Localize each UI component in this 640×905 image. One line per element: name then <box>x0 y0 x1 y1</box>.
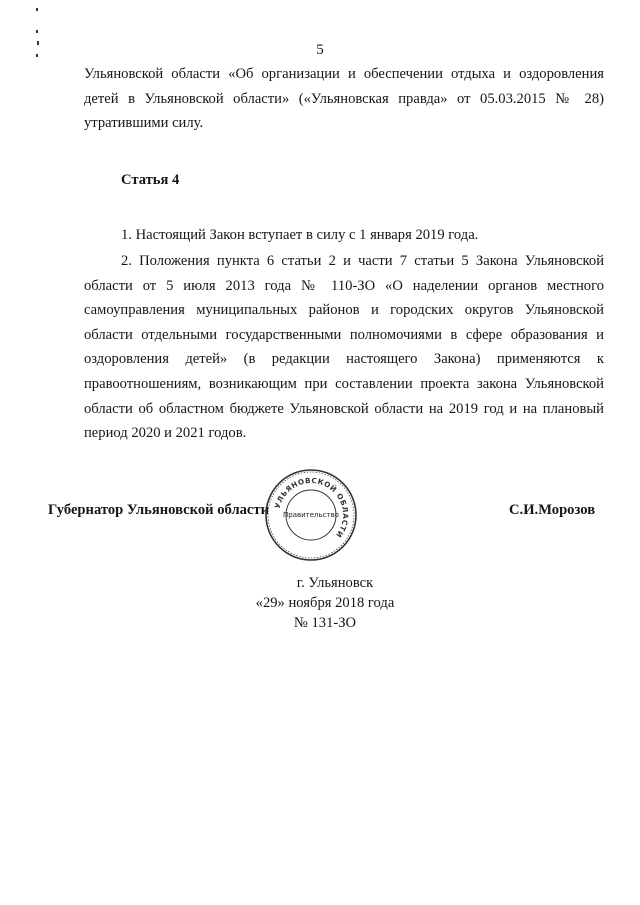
page-number: 5 <box>316 42 324 58</box>
seal-ring-text: УЛЬЯНОВСКОЙ ОБЛАСТИ <box>272 475 351 540</box>
svg-text:УЛЬЯНОВСКОЙ ОБЛАСТИ <box>273 476 350 540</box>
margin-marks <box>34 8 42 68</box>
article-heading: Статья 4 <box>121 172 180 188</box>
continuation-paragraph: Ульяновской области «Об организации и обеспечении отдыха и оздоровления детей в Ульяновской области» («Ульяновская правда» от 05.03.2015 № 28) утратившими силу. <box>84 66 604 132</box>
clause-1: 1. Настоящий Закон вступает в силу с 1 января 2019 года. <box>121 227 479 243</box>
clause-2: 2. Положения пункта 6 статьи 2 и части 7 статьи 5 Закона Ульяновской области от 5 июля 2013 года № 110-ЗО «О наделении органов местного самоуправления муниципальных районов и городских округов Ульяновской области отдельными государственными полномочиями в сфере образования и оздоровления детей» (в редакции настоящего Закона) применяются к правоотношениям, возникающим при составлении проекта закона Ульяновской области об областном бюджете Ульяновской области на 2019 год и на плановый период 2020 и 2021 годов. <box>84 253 604 442</box>
signatory-title: Губернатор Ульяновской области <box>48 502 269 518</box>
footer-date: «29» ноября 2018 года <box>255 595 395 611</box>
footer-number: № 131-ЗО <box>293 615 357 631</box>
seal-center-text: Правительство <box>283 511 339 519</box>
footer-city: г. Ульяновск <box>296 575 374 591</box>
signatory-name: С.И.Морозов <box>509 502 596 518</box>
official-seal <box>263 467 359 563</box>
